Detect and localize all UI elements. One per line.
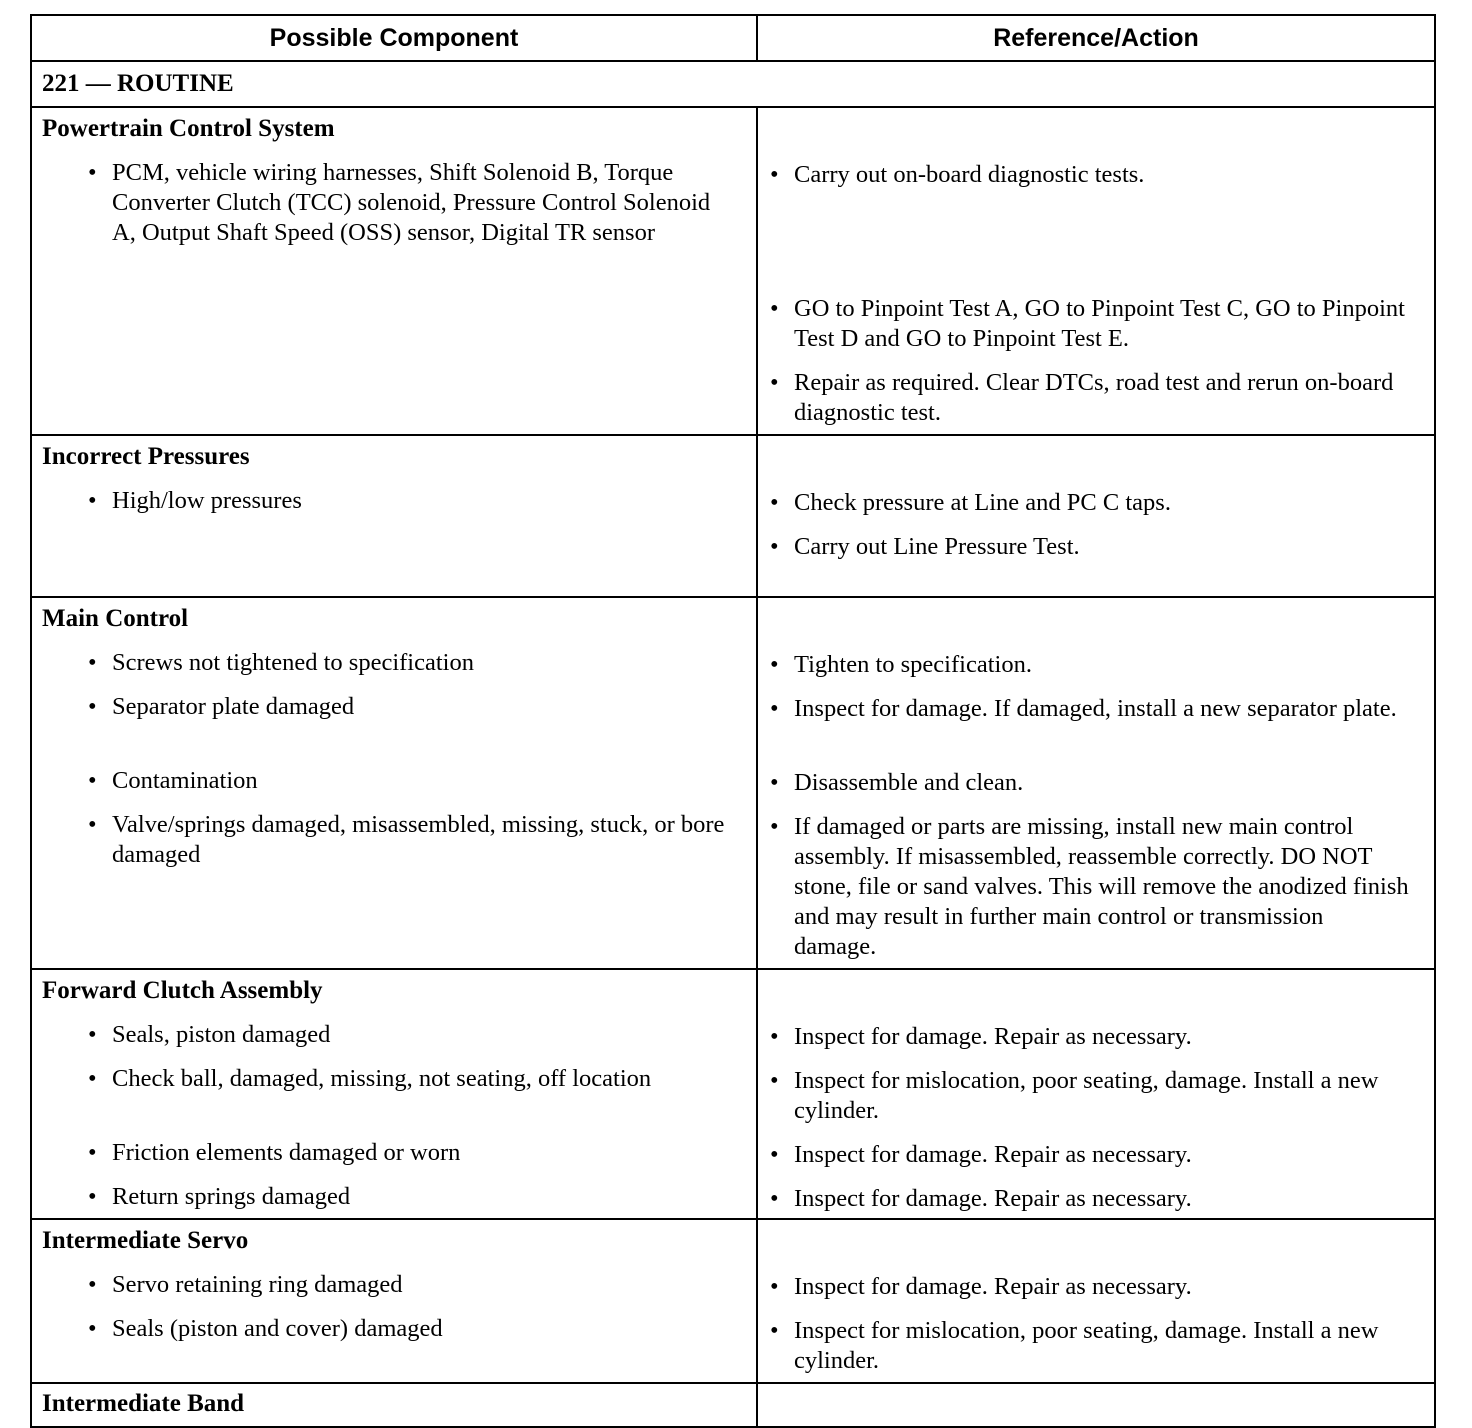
bullet: •: [88, 159, 97, 186]
component-text: Check ball, damaged, missing, not seating, off location: [112, 1065, 652, 1092]
section-incorrect-pressures: [32, 436, 1434, 598]
column-divider: [756, 108, 758, 434]
bullet: •: [88, 1183, 97, 1210]
column-divider: [756, 598, 758, 968]
action-item: [770, 768, 1410, 798]
bullet: •: [770, 695, 779, 722]
component-item: [88, 810, 738, 870]
action-item: [770, 160, 1410, 190]
action-item: [770, 1066, 1410, 1126]
section-title: Incorrect Pressures: [42, 443, 250, 470]
header-possible-component: Possible Component: [32, 16, 758, 60]
bullet: •: [88, 1271, 97, 1298]
section-title: Forward Clutch Assembly: [42, 977, 323, 1004]
bullet: •: [770, 1141, 779, 1168]
action-text: Carry out on-board diagnostic tests.: [794, 161, 1145, 188]
action-item: [770, 694, 1410, 724]
action-item: [770, 812, 1410, 962]
bullet: •: [770, 161, 779, 188]
bullet: •: [88, 1065, 97, 1092]
bullet: •: [770, 489, 779, 516]
bullet: •: [770, 369, 779, 396]
action-text: If damaged or parts are missing, install new main control assembly. If misassembled, reassemble correctly. DO NOT stone, file or sand valves. This will remove the anodized finish and may result in further main control or transmission damage.: [794, 813, 1409, 960]
component-item: [88, 158, 738, 248]
section-main-control: [32, 598, 1434, 970]
action-item: [770, 1140, 1410, 1170]
column-divider: [756, 970, 758, 1218]
routine-label: 221 — ROUTINE: [32, 62, 1434, 108]
component-item: [88, 1020, 738, 1050]
bullet: •: [88, 1139, 97, 1166]
component-text: Seals (piston and cover) damaged: [112, 1315, 443, 1342]
section-forward-clutch-assembly: [32, 970, 1434, 1220]
action-text: Inspect for damage. Repair as necessary.: [794, 1023, 1192, 1050]
component-item: [88, 1064, 738, 1094]
component-item: [88, 648, 738, 678]
bullet: •: [770, 1185, 779, 1212]
action-text: GO to Pinpoint Test A, GO to Pinpoint Test C, GO to Pinpoint Test D and GO to Pinpoint Test E.: [794, 295, 1405, 352]
section-title: Intermediate Servo: [42, 1227, 249, 1254]
bullet: •: [88, 1021, 97, 1048]
action-item: [770, 294, 1410, 354]
diagnostic-table: [30, 14, 1436, 1428]
section-title: Main Control: [42, 605, 189, 632]
section-powertrain-control-system: [32, 108, 1434, 436]
section-title: Powertrain Control System: [42, 115, 335, 142]
action-text: Inspect for damage. Repair as necessary.: [794, 1185, 1192, 1212]
action-text: Inspect for damage. If damaged, install a new separator plate.: [794, 695, 1397, 722]
action-text: Carry out Line Pressure Test.: [794, 533, 1080, 560]
component-text: PCM, vehicle wiring harnesses, Shift Solenoid B, Torque Converter Clutch (TCC) solenoid, Pressure Control Solenoid A, Output Shaft Speed (OSS) sensor, Digital TR sensor: [112, 159, 711, 246]
column-divider: [756, 1384, 758, 1426]
header-reference-action: Reference/Action: [993, 23, 1199, 52]
bullet: •: [770, 651, 779, 678]
component-item: [88, 1182, 738, 1212]
component-text: Seals, piston damaged: [112, 1021, 331, 1048]
bullet: •: [88, 693, 97, 720]
component-text: Screws not tightened to specification: [112, 649, 474, 676]
action-item: [770, 1184, 1410, 1214]
action-text: Inspect for damage. Repair as necessary.: [794, 1273, 1192, 1300]
action-item: [770, 532, 1410, 562]
bullet: •: [88, 649, 97, 676]
component-text: Valve/springs damaged, misassembled, missing, stuck, or bore damaged: [112, 811, 725, 868]
component-text: Servo retaining ring damaged: [112, 1271, 403, 1298]
component-item: [88, 766, 738, 796]
bullet: •: [770, 1317, 779, 1344]
bullet: •: [88, 811, 97, 838]
column-divider: [756, 1220, 758, 1382]
action-text: Inspect for mislocation, poor seating, damage. Install a new cylinder.: [794, 1067, 1379, 1124]
column-divider: [756, 436, 758, 596]
action-text: Check pressure at Line and PC C taps.: [794, 489, 1171, 516]
bullet: •: [88, 767, 97, 794]
bullet: •: [770, 295, 779, 322]
action-item: [770, 650, 1410, 680]
action-item: [770, 1272, 1410, 1302]
component-item: [88, 1314, 738, 1344]
component-text: Return springs damaged: [112, 1183, 351, 1210]
action-text: Disassemble and clean.: [794, 769, 1024, 796]
action-item: [770, 368, 1410, 428]
bullet: •: [88, 1315, 97, 1342]
section-intermediate-servo: [32, 1220, 1434, 1384]
component-item: [88, 486, 738, 516]
table-header: [32, 16, 1434, 62]
bullet: •: [770, 1067, 779, 1094]
action-text: Repair as required. Clear DTCs, road test and rerun on-board diagnostic test.: [794, 369, 1394, 426]
bullet: •: [770, 769, 779, 796]
section-intermediate-band: [32, 1384, 1434, 1426]
component-text: Contamination: [112, 767, 258, 794]
bullet: •: [770, 533, 779, 560]
action-text: Inspect for mislocation, poor seating, damage. Install a new cylinder.: [794, 1317, 1379, 1374]
action-item: [770, 1316, 1410, 1376]
bullet: •: [88, 487, 97, 514]
bullet: •: [770, 1023, 779, 1050]
component-text: Friction elements damaged or worn: [112, 1139, 461, 1166]
action-item: [770, 1022, 1410, 1052]
action-text: Inspect for damage. Repair as necessary.: [794, 1141, 1192, 1168]
bullet: •: [770, 1273, 779, 1300]
component-item: [88, 1270, 738, 1300]
action-item: [770, 488, 1410, 518]
section-title: Intermediate Band: [42, 1390, 245, 1417]
bullet: •: [770, 813, 779, 840]
action-text: Tighten to specification.: [794, 651, 1032, 678]
component-text: High/low pressures: [112, 487, 302, 514]
component-item: [88, 1138, 738, 1168]
component-item: [88, 692, 738, 722]
component-text: Separator plate damaged: [112, 693, 355, 720]
